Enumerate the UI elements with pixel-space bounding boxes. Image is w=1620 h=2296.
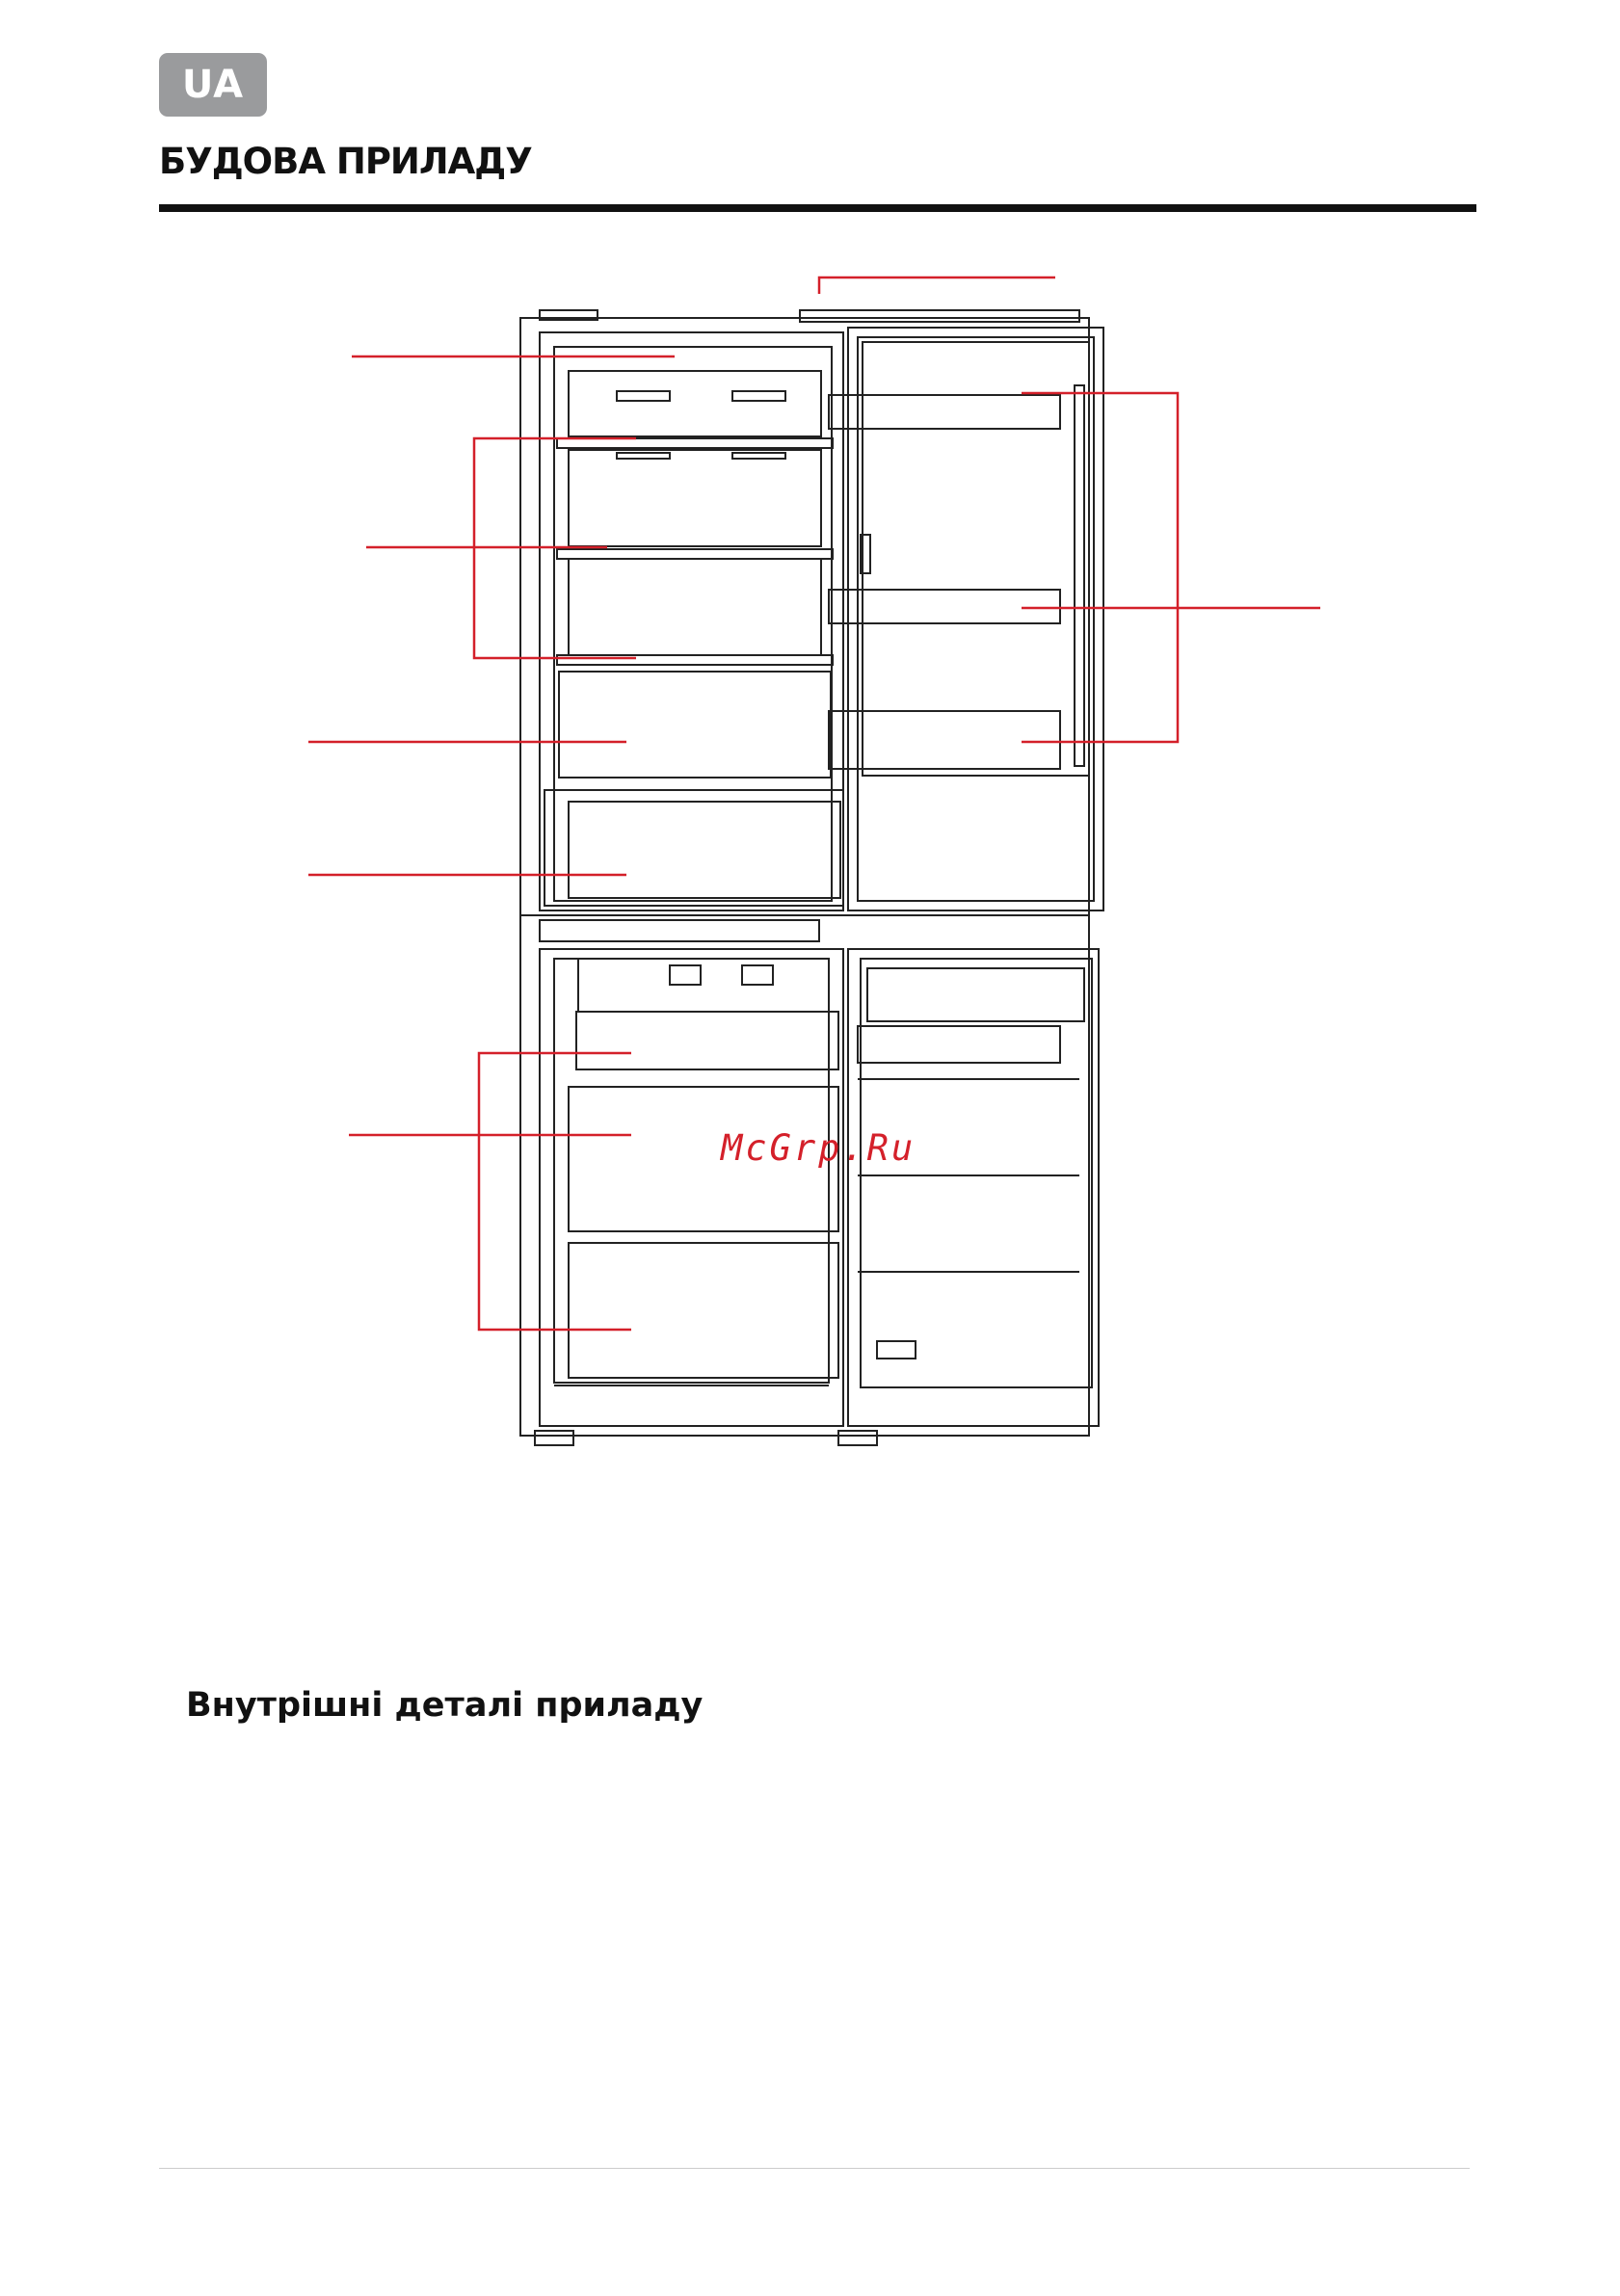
- top-panel: [800, 310, 1079, 322]
- watermark: McGrp.Ru: [721, 1127, 916, 1169]
- freezer-door-shelf-1: [858, 1026, 1060, 1063]
- control-panel: [877, 1341, 916, 1359]
- fridge-shelf-2: [557, 549, 833, 559]
- footer-divider: [159, 2168, 1470, 2169]
- language-badge: UA: [159, 53, 267, 117]
- fridge-body: [520, 318, 1089, 1436]
- section-subtitle: Внутрішні деталі приладу: [186, 1686, 704, 1725]
- door-separator: [540, 920, 819, 941]
- freezer-drawer-1: [576, 1012, 838, 1069]
- fridge-shelf-1: [557, 438, 833, 448]
- fridge-compartment: [540, 332, 843, 910]
- fridge-shelf-3: [557, 655, 833, 665]
- fridge-door: [848, 328, 1103, 910]
- crisper-drawer: [544, 790, 843, 906]
- freezer-drawer-3: [569, 1243, 838, 1378]
- page-title: БУДОВА ПРИЛАДУ: [159, 141, 532, 182]
- ice-tray-unit: [578, 959, 829, 1012]
- freezer-compartment: [540, 949, 843, 1426]
- fridge-drawer: [559, 672, 831, 778]
